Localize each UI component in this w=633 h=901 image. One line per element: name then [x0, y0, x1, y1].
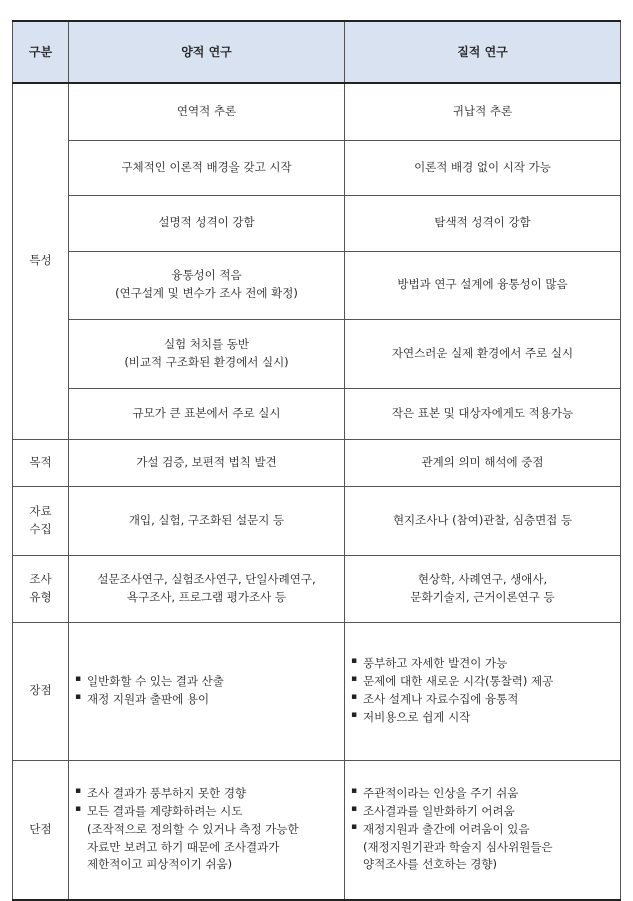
- strengths-quant-list: [75, 673, 338, 709]
- research-type-label: 조사 유형: [13, 555, 69, 622]
- qual-cell: [345, 760, 621, 900]
- qual-cell: 작은 표본 및 대상자에게도 적용가능: [345, 388, 621, 439]
- list-item: ▪ 모든 결과를 계량화하려는 시도 (조작적으로 정의할 수 있거나 측정 가능한 자료만 보려고 하기 때문에 조사결과가 제한적이고 피상적이기 쉬움): [87, 803, 338, 874]
- qual-cell: 방법과 연구 설계에 융통성이 많음: [345, 251, 621, 319]
- header-row: [13, 21, 621, 83]
- quant-cell: [69, 622, 345, 760]
- qual-cell: 탐색적 성격이 강함: [345, 195, 621, 251]
- data-collection-label: 자료 수집: [13, 486, 69, 555]
- comparison-table: [12, 20, 621, 901]
- list-item: ▪ 풍부하고 자세한 발견이 가능: [363, 655, 614, 673]
- quant-cell: 융통성이 적음 (연구설계 및 변수가 조사 전에 확정): [69, 251, 345, 319]
- quant-cell: 설문조사연구, 실험조사연구, 단일사례연구, 욕구조사, 프로그램 평가조사 등: [69, 555, 345, 622]
- list-item: ▪ 재정지원과 출간에 어려움이 있음 (재정지원기관과 학술지 심사위원들은 양적조사를 선호하는 경향): [363, 821, 614, 874]
- characteristics-label: 특성: [13, 83, 69, 439]
- qual-cell: 자연스러운 실제 환경에서 주로 실시: [345, 319, 621, 388]
- qual-cell: 관계의 의미 해석에 중점: [345, 439, 621, 486]
- weaknesses-label: 단점: [13, 760, 69, 900]
- strengths-label: 장점: [13, 622, 69, 760]
- table-row: [13, 486, 621, 555]
- quant-cell: 규모가 큰 표본에서 주로 실시: [69, 388, 345, 439]
- list-item: ▪ 일반화할 수 있는 결과 산출: [87, 673, 338, 691]
- table-row: [13, 319, 621, 388]
- header-category: 구분: [13, 21, 69, 83]
- list-item: ▪ 저비용으로 쉽게 시작: [363, 709, 614, 727]
- purpose-label: 목적: [13, 439, 69, 486]
- table-row: [13, 439, 621, 486]
- table-row: [13, 251, 621, 319]
- table-row: [13, 622, 621, 760]
- header-qualitative: 질적 연구: [345, 21, 621, 83]
- qual-cell: [345, 622, 621, 760]
- quant-cell: 연역적 추론: [69, 83, 345, 140]
- strengths-qual-list: [351, 655, 614, 726]
- qual-cell: 이론적 배경 없이 시작 가능: [345, 140, 621, 195]
- quant-cell: [69, 760, 345, 900]
- list-item: ▪ 문제에 대한 새로운 시각(통찰력) 제공: [363, 673, 614, 691]
- weaknesses-qual-list: [351, 785, 614, 874]
- header-quantitative: 양적 연구: [69, 21, 345, 83]
- quant-cell: 구체적인 이론적 배경을 갖고 시작: [69, 140, 345, 195]
- list-item: ▪ 조사 설계나 자료수집에 융통적: [363, 691, 614, 709]
- list-item: ▪ 주관적이라는 인상을 주기 쉬움: [363, 785, 614, 803]
- table-row: [13, 195, 621, 251]
- table-row: [13, 83, 621, 140]
- table-row: [13, 140, 621, 195]
- list-item: ▪ 조사 결과가 풍부하지 못한 경향: [87, 785, 338, 803]
- quant-cell: 개입, 실험, 구조화된 설문지 등: [69, 486, 345, 555]
- quant-cell: 가설 검증, 보편적 법칙 발견: [69, 439, 345, 486]
- table-row: [13, 555, 621, 622]
- table-row: [13, 760, 621, 900]
- quant-cell: 설명적 성격이 강함: [69, 195, 345, 251]
- qual-cell: 현상학, 사례연구, 생애사, 문화기술지, 근거이론연구 등: [345, 555, 621, 622]
- weaknesses-quant-list: [75, 785, 338, 874]
- quant-cell: 실험 처치를 동반 (비교적 구조화된 환경에서 실시): [69, 319, 345, 388]
- list-item: ▪ 조사결과를 일반화하기 어려움: [363, 803, 614, 821]
- qual-cell: 귀납적 추론: [345, 83, 621, 140]
- table-row: [13, 388, 621, 439]
- qual-cell: 현지조사나 (참여)관찰, 심층면접 등: [345, 486, 621, 555]
- list-item: ▪ 재정 지원과 출판에 용이: [87, 691, 338, 709]
